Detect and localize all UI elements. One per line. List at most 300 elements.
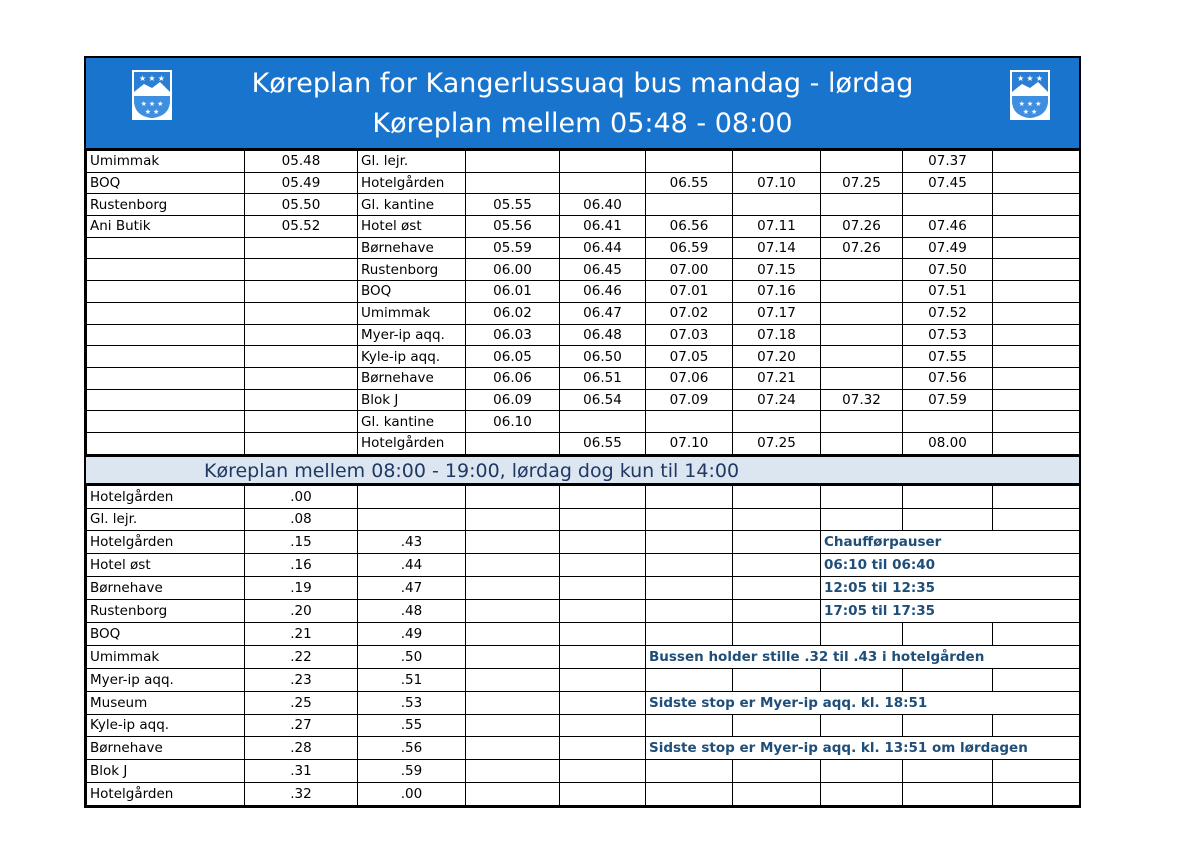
departure-time-cell: 07.11 <box>733 216 821 238</box>
departure-time-cell: 07.17 <box>733 302 821 324</box>
table-row <box>87 760 1080 783</box>
minute-cell: .49 <box>358 622 466 645</box>
departure-time-cell: 05.55 <box>466 194 560 216</box>
departure-time-cell: 07.14 <box>733 237 821 259</box>
empty-cell <box>733 783 821 806</box>
departure-time-cell: 07.09 <box>646 389 733 411</box>
empty-cell <box>733 508 821 531</box>
departure-time-cell <box>733 194 821 216</box>
origin-stop-cell <box>87 411 245 433</box>
stop-name-cell: Umimmak <box>358 302 466 324</box>
stop-name-cell: Hotel øst <box>358 216 466 238</box>
stop-name-cell: Kyle-ip aqq. <box>87 714 245 737</box>
table-row <box>87 485 1080 508</box>
departure-time-cell: 07.55 <box>903 346 993 368</box>
stop-name-cell: Børnehave <box>358 367 466 389</box>
stop-name-cell: Børnehave <box>358 237 466 259</box>
departure-time-cell <box>821 151 903 173</box>
minute-cell: .00 <box>245 485 358 508</box>
departure-time-cell <box>993 216 1080 238</box>
table-row <box>87 389 1080 411</box>
departure-time-cell <box>821 324 903 346</box>
table-row <box>87 600 1080 623</box>
empty-cell <box>646 485 733 508</box>
empty-cell <box>466 645 560 668</box>
stop-name-cell: Hotelgården <box>358 172 466 194</box>
empty-cell <box>560 508 646 531</box>
departure-time-cell <box>560 151 646 173</box>
daytime-section-title: Køreplan mellem 08:00 - 19:00, lørdag dog kun til 14:00 <box>204 459 740 482</box>
departure-time-cell: 06.46 <box>560 281 646 303</box>
empty-cell <box>646 760 733 783</box>
departure-time-cell: 07.25 <box>733 432 821 454</box>
stop-name-cell: Gl. kantine <box>358 411 466 433</box>
minute-cell: .59 <box>358 760 466 783</box>
minute-cell: .08 <box>245 508 358 531</box>
empty-cell <box>733 622 821 645</box>
table-row <box>87 324 1080 346</box>
departure-time-cell: 06.55 <box>646 172 733 194</box>
schedule-note: Chaufførpauser <box>821 531 1080 554</box>
table-row <box>87 237 1080 259</box>
departure-time-cell <box>466 151 560 173</box>
departure-time-cell: 07.26 <box>821 216 903 238</box>
daytime-timetable <box>86 485 1080 806</box>
origin-stop-cell: Ani Butik <box>87 216 245 238</box>
departure-time-cell <box>245 237 358 259</box>
departure-time-cell <box>993 302 1080 324</box>
departure-time-cell: 07.05 <box>646 346 733 368</box>
departure-time-cell: 06.47 <box>560 302 646 324</box>
departure-time-cell <box>560 411 646 433</box>
table-row <box>87 367 1080 389</box>
stop-name-cell: Kyle-ip aqq. <box>358 346 466 368</box>
empty-cell <box>466 622 560 645</box>
origin-stop-cell <box>87 281 245 303</box>
departure-time-cell <box>821 302 903 324</box>
departure-time-cell <box>993 281 1080 303</box>
stop-name-cell: Hotelgården <box>87 531 245 554</box>
departure-time-cell <box>993 259 1080 281</box>
stop-name-cell: Myer-ip aqq. <box>87 668 245 691</box>
empty-cell <box>733 668 821 691</box>
departure-time-cell: 07.32 <box>821 389 903 411</box>
departure-time-cell <box>993 367 1080 389</box>
minute-cell: .51 <box>358 668 466 691</box>
empty-cell <box>821 508 903 531</box>
minute-cell: .28 <box>245 737 358 760</box>
table-row <box>87 783 1080 806</box>
departure-time-cell: 07.45 <box>903 172 993 194</box>
departure-time-cell <box>245 281 358 303</box>
daytime-section-band <box>86 455 1079 485</box>
svg-text:★ ★: ★ ★ <box>1022 109 1038 116</box>
timetable-sheet <box>84 56 1081 808</box>
departure-time-cell: 06.41 <box>560 216 646 238</box>
empty-cell <box>466 485 560 508</box>
minute-cell: .44 <box>358 554 466 577</box>
departure-time-cell: 06.56 <box>646 216 733 238</box>
departure-time-cell: 06.03 <box>466 324 560 346</box>
empty-cell <box>466 554 560 577</box>
empty-cell <box>646 714 733 737</box>
empty-cell <box>560 622 646 645</box>
table-row <box>87 346 1080 368</box>
coat-of-arms-icon <box>1010 70 1050 120</box>
minute-cell: .23 <box>245 668 358 691</box>
departure-time-cell: 07.52 <box>903 302 993 324</box>
empty-cell <box>560 691 646 714</box>
departure-time-cell: 05.56 <box>466 216 560 238</box>
origin-stop-cell <box>87 432 245 454</box>
empty-cell <box>560 554 646 577</box>
minute-cell: .47 <box>358 577 466 600</box>
empty-cell <box>993 714 1080 737</box>
departure-time-cell: 07.25 <box>821 172 903 194</box>
departure-time-cell <box>245 259 358 281</box>
departure-time-cell <box>821 432 903 454</box>
departure-time-cell: 07.49 <box>903 237 993 259</box>
origin-stop-cell: BOQ <box>87 172 245 194</box>
empty-cell <box>733 600 821 623</box>
origin-stop-cell <box>87 324 245 346</box>
departure-time-cell <box>245 432 358 454</box>
table-row <box>87 151 1080 173</box>
empty-cell <box>903 668 993 691</box>
empty-cell <box>646 577 733 600</box>
departure-time-cell: 07.16 <box>733 281 821 303</box>
departure-time-cell: 07.15 <box>733 259 821 281</box>
timetable-title: Køreplan for Kangerlussuaq bus mandag - lørdag <box>251 68 914 99</box>
departure-time-cell: 07.51 <box>903 281 993 303</box>
empty-cell <box>993 783 1080 806</box>
table-row <box>87 737 1080 760</box>
departure-time-cell <box>821 367 903 389</box>
empty-cell <box>466 714 560 737</box>
empty-cell <box>821 485 903 508</box>
empty-cell <box>646 508 733 531</box>
departure-time-cell: 07.18 <box>733 324 821 346</box>
empty-cell <box>903 714 993 737</box>
departure-time-cell: 07.59 <box>903 389 993 411</box>
table-row <box>87 554 1080 577</box>
departure-time-cell: 06.40 <box>560 194 646 216</box>
timetable-header <box>86 58 1079 150</box>
schedule-note: 06:10 til 06:40 <box>821 554 1080 577</box>
table-row <box>87 259 1080 281</box>
minute-cell: .55 <box>358 714 466 737</box>
morning-timetable <box>86 150 1080 455</box>
stop-name-cell: Rustenborg <box>358 259 466 281</box>
origin-stop-cell <box>87 302 245 324</box>
departure-time-cell: 07.37 <box>903 151 993 173</box>
minute-cell: .48 <box>358 600 466 623</box>
stop-name-cell: Rustenborg <box>87 600 245 623</box>
departure-time-cell: 06.50 <box>560 346 646 368</box>
empty-cell <box>993 760 1080 783</box>
empty-cell <box>821 783 903 806</box>
empty-cell <box>560 737 646 760</box>
stop-name-cell: Børnehave <box>87 577 245 600</box>
empty-cell <box>466 760 560 783</box>
departure-time-cell: 07.46 <box>903 216 993 238</box>
table-row <box>87 411 1080 433</box>
stop-name-cell: Gl. lejr. <box>87 508 245 531</box>
empty-cell <box>466 531 560 554</box>
empty-cell <box>646 622 733 645</box>
empty-cell <box>733 577 821 600</box>
empty-cell <box>466 783 560 806</box>
empty-cell <box>903 622 993 645</box>
table-row <box>87 302 1080 324</box>
departure-time-cell <box>733 151 821 173</box>
empty-cell <box>993 485 1080 508</box>
svg-text:★ ★ ★: ★ ★ ★ <box>1018 101 1042 108</box>
departure-time-cell: 07.00 <box>646 259 733 281</box>
svg-text:★ ★ ★: ★ ★ ★ <box>140 101 164 108</box>
departure-time-cell: 07.02 <box>646 302 733 324</box>
empty-cell <box>993 668 1080 691</box>
departure-time-cell: 08.00 <box>903 432 993 454</box>
departure-time-cell: 07.10 <box>733 172 821 194</box>
empty-cell <box>993 508 1080 531</box>
empty-cell <box>560 531 646 554</box>
origin-stop-cell: Rustenborg <box>87 194 245 216</box>
empty-cell <box>733 760 821 783</box>
minute-cell: .25 <box>245 691 358 714</box>
stop-name-cell: Hotelgården <box>87 783 245 806</box>
departure-time-cell: 05.49 <box>245 172 358 194</box>
departure-time-cell <box>646 151 733 173</box>
empty-cell <box>903 485 993 508</box>
minute-cell: .56 <box>358 737 466 760</box>
minute-cell: .16 <box>245 554 358 577</box>
minute-cell: .27 <box>245 714 358 737</box>
departure-time-cell: 07.24 <box>733 389 821 411</box>
departure-time-cell <box>646 194 733 216</box>
stop-name-cell: BOQ <box>87 622 245 645</box>
table-row <box>87 622 1080 645</box>
schedule-note: Bussen holder stille .32 til .43 i hotelgården <box>646 645 1080 668</box>
empty-cell <box>646 783 733 806</box>
table-row <box>87 194 1080 216</box>
departure-time-cell <box>821 281 903 303</box>
departure-time-cell: 07.56 <box>903 367 993 389</box>
stop-name-cell: Myer-ip aqq. <box>358 324 466 346</box>
departure-time-cell <box>646 411 733 433</box>
schedule-note: Sidste stop er Myer-ip aqq. kl. 18:51 <box>646 691 1080 714</box>
minute-cell: .20 <box>245 600 358 623</box>
stop-name-cell: BOQ <box>358 281 466 303</box>
minute-cell <box>358 485 466 508</box>
schedule-note: 12:05 til 12:35 <box>821 577 1080 600</box>
svg-text:★ ★ ★: ★ ★ ★ <box>1017 74 1043 83</box>
minute-cell: .50 <box>358 645 466 668</box>
schedule-note: 17:05 til 17:35 <box>821 600 1080 623</box>
table-row <box>87 714 1080 737</box>
departure-time-cell <box>903 194 993 216</box>
empty-cell <box>466 691 560 714</box>
departure-time-cell: 07.26 <box>821 237 903 259</box>
empty-cell <box>466 737 560 760</box>
empty-cell <box>733 714 821 737</box>
departure-time-cell: 06.48 <box>560 324 646 346</box>
empty-cell <box>560 577 646 600</box>
origin-stop-cell <box>87 367 245 389</box>
departure-time-cell <box>993 324 1080 346</box>
empty-cell <box>733 485 821 508</box>
departure-time-cell <box>993 389 1080 411</box>
departure-time-cell <box>245 346 358 368</box>
table-row <box>87 531 1080 554</box>
departure-time-cell: 07.03 <box>646 324 733 346</box>
departure-time-cell: 06.09 <box>466 389 560 411</box>
empty-cell <box>821 622 903 645</box>
empty-cell <box>903 783 993 806</box>
svg-text:★ ★ ★: ★ ★ ★ <box>139 74 165 83</box>
table-row <box>87 432 1080 454</box>
schedule-note: Sidste stop er Myer-ip aqq. kl. 13:51 om lørdagen <box>646 737 1080 760</box>
stop-name-cell: Gl. kantine <box>358 194 466 216</box>
origin-stop-cell <box>87 346 245 368</box>
departure-time-cell: 06.10 <box>466 411 560 433</box>
stop-name-cell: Hotel øst <box>87 554 245 577</box>
minute-cell: .43 <box>358 531 466 554</box>
departure-time-cell <box>993 194 1080 216</box>
table-row <box>87 577 1080 600</box>
svg-text:★ ★: ★ ★ <box>144 109 160 116</box>
departure-time-cell <box>466 172 560 194</box>
empty-cell <box>646 668 733 691</box>
departure-time-cell <box>245 324 358 346</box>
empty-cell <box>646 600 733 623</box>
departure-time-cell: 06.44 <box>560 237 646 259</box>
departure-time-cell <box>245 302 358 324</box>
departure-time-cell: 07.53 <box>903 324 993 346</box>
departure-time-cell: 06.55 <box>560 432 646 454</box>
departure-time-cell: 07.50 <box>903 259 993 281</box>
departure-time-cell: 06.00 <box>466 259 560 281</box>
empty-cell <box>466 508 560 531</box>
departure-time-cell <box>821 411 903 433</box>
departure-time-cell: 06.05 <box>466 346 560 368</box>
empty-cell <box>560 485 646 508</box>
empty-cell <box>560 760 646 783</box>
empty-cell <box>821 760 903 783</box>
departure-time-cell: 05.59 <box>466 237 560 259</box>
departure-time-cell: 05.52 <box>245 216 358 238</box>
minute-cell: .53 <box>358 691 466 714</box>
departure-time-cell: 07.21 <box>733 367 821 389</box>
departure-time-cell <box>993 346 1080 368</box>
empty-cell <box>466 577 560 600</box>
empty-cell <box>821 714 903 737</box>
stop-name-cell: Blok J <box>358 389 466 411</box>
empty-cell <box>903 760 993 783</box>
departure-time-cell <box>466 432 560 454</box>
departure-time-cell <box>821 259 903 281</box>
departure-time-cell: 06.01 <box>466 281 560 303</box>
empty-cell <box>560 714 646 737</box>
departure-time-cell <box>733 411 821 433</box>
empty-cell <box>733 531 821 554</box>
departure-time-cell <box>821 346 903 368</box>
empty-cell <box>646 531 733 554</box>
departure-time-cell <box>993 172 1080 194</box>
departure-time-cell <box>821 194 903 216</box>
table-row <box>87 645 1080 668</box>
stop-name-cell: Børnehave <box>87 737 245 760</box>
departure-time-cell: 06.02 <box>466 302 560 324</box>
stop-name-cell: Museum <box>87 691 245 714</box>
departure-time-cell: 05.50 <box>245 194 358 216</box>
table-row <box>87 172 1080 194</box>
origin-stop-cell <box>87 237 245 259</box>
departure-time-cell <box>245 411 358 433</box>
stop-name-cell: Hotelgården <box>87 485 245 508</box>
empty-cell <box>466 600 560 623</box>
empty-cell <box>560 645 646 668</box>
empty-cell <box>560 600 646 623</box>
departure-time-cell: 05.48 <box>245 151 358 173</box>
departure-time-cell: 06.54 <box>560 389 646 411</box>
departure-time-cell <box>560 172 646 194</box>
departure-time-cell: 06.45 <box>560 259 646 281</box>
table-row <box>87 508 1080 531</box>
empty-cell <box>733 554 821 577</box>
empty-cell <box>993 622 1080 645</box>
empty-cell <box>466 668 560 691</box>
table-row <box>87 216 1080 238</box>
origin-stop-cell: Umimmak <box>87 151 245 173</box>
table-row <box>87 668 1080 691</box>
origin-stop-cell <box>87 259 245 281</box>
minute-cell: .31 <box>245 760 358 783</box>
stop-name-cell: Gl. lejr. <box>358 151 466 173</box>
minute-cell: .19 <box>245 577 358 600</box>
stop-name-cell: Blok J <box>87 760 245 783</box>
departure-time-cell <box>993 151 1080 173</box>
departure-time-cell: 06.59 <box>646 237 733 259</box>
departure-time-cell <box>245 367 358 389</box>
empty-cell <box>560 668 646 691</box>
departure-time-cell: 07.10 <box>646 432 733 454</box>
table-row <box>87 691 1080 714</box>
departure-time-cell <box>903 411 993 433</box>
minute-cell <box>358 508 466 531</box>
table-row <box>87 281 1080 303</box>
departure-time-cell <box>245 389 358 411</box>
departure-time-cell <box>993 411 1080 433</box>
departure-time-cell: 06.51 <box>560 367 646 389</box>
origin-stop-cell <box>87 389 245 411</box>
departure-time-cell: 07.06 <box>646 367 733 389</box>
minute-cell: .00 <box>358 783 466 806</box>
stop-name-cell: Hotelgården <box>358 432 466 454</box>
departure-time-cell <box>993 432 1080 454</box>
departure-time-cell: 07.20 <box>733 346 821 368</box>
departure-time-cell: 06.06 <box>466 367 560 389</box>
empty-cell <box>903 508 993 531</box>
departure-time-cell: 07.01 <box>646 281 733 303</box>
minute-cell: .32 <box>245 783 358 806</box>
minute-cell: .22 <box>245 645 358 668</box>
minute-cell: .21 <box>245 622 358 645</box>
empty-cell <box>560 783 646 806</box>
minute-cell: .15 <box>245 531 358 554</box>
empty-cell <box>821 668 903 691</box>
stop-name-cell: Umimmak <box>87 645 245 668</box>
